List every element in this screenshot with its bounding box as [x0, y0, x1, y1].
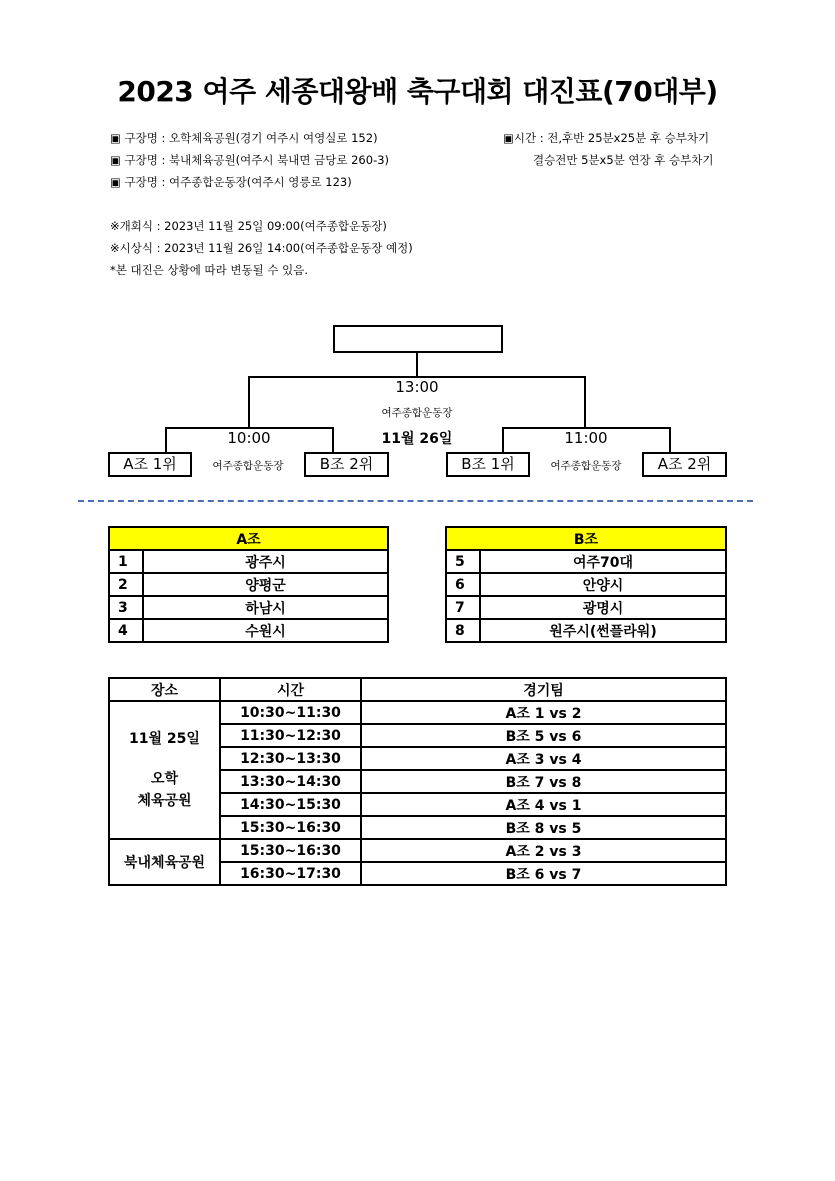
table-row: 북내체육공원 15:30~16:30 A조 2 vs 3 [109, 839, 726, 862]
schedule-table [108, 677, 727, 886]
semi-right-team1: B조 1위 [446, 452, 530, 477]
table-row: 4 수원시 [109, 619, 388, 642]
semi-left-team1: A조 1위 [108, 452, 192, 477]
final-time: 13:00 [395, 378, 439, 396]
group-b-table [445, 526, 727, 643]
table-row: 6 안양시 [446, 573, 726, 596]
table-row: 2 양평군 [109, 573, 388, 596]
bracket-line [332, 427, 334, 453]
award-ceremony: ※시상식 : 2023년 11월 26일 14:00(여주종합운동장 예정) [110, 241, 413, 255]
group-a-table [108, 526, 389, 643]
table-row: 8 원주시(썬플라워) [446, 619, 726, 642]
opening-ceremony: ※개회식 : 2023년 11월 25일 09:00(여주종합운동장) [110, 219, 387, 233]
bracket-line [165, 427, 167, 453]
header-place: 장소 [109, 678, 220, 701]
final-venue: 여주종합운동장 [381, 407, 453, 419]
semi-right-venue: 여주종합운동장 [550, 460, 622, 472]
semi-left-time: 10:00 [227, 429, 271, 447]
group-a-header: A조 [109, 527, 388, 550]
venue-info-2: ▣ 구장명 : 북내체육공원(여주시 북내면 금당로 260-3) [110, 153, 390, 167]
table-row: 11:30~12:30 B조 5 vs 6 [109, 724, 726, 747]
table-row: 16:30~17:30 B조 6 vs 7 [109, 862, 726, 885]
final-date: 11월 26일 [381, 431, 453, 447]
table-row: 3 하남시 [109, 596, 388, 619]
champion-box [333, 325, 503, 353]
page-title: 2023 여주 세종대왕배 축구대회 대진표(70대부) [117, 75, 718, 108]
bracket-line [502, 427, 504, 453]
semi-right-time: 11:00 [564, 429, 608, 447]
venue-info-3: ▣ 구장명 : 여주종합운동장(여주시 영릉로 123) [110, 175, 352, 189]
semi-right-team2: A조 2위 [642, 452, 727, 477]
notice: *본 대진은 상황에 따라 변동될 수 있음. [110, 263, 308, 277]
venue-info-1: ▣ 구장명 : 오학체육공원(경기 여주시 여영실로 152) [110, 131, 378, 145]
place-ohak: 11월 25일 오학 체육공원 [109, 701, 220, 839]
table-row: 14:30~15:30 A조 4 vs 1 [109, 793, 726, 816]
time-rule-1: ▣시간 : 전,후반 25분x25분 후 승부차기 [503, 131, 710, 145]
header-time: 시간 [220, 678, 361, 701]
table-row: 7 광명시 [446, 596, 726, 619]
semi-left-venue: 여주종합운동장 [212, 460, 284, 472]
table-row: 11월 25일 오학 체육공원 10:30~11:30 A조 1 vs 2 [109, 701, 726, 724]
bracket-line [584, 376, 586, 428]
time-rule-2: 결승전만 5분x5분 연장 후 승부차기 [533, 153, 714, 167]
bracket-line [416, 353, 418, 377]
table-row: 12:30~13:30 A조 3 vs 4 [109, 747, 726, 770]
bracket-line [248, 376, 250, 428]
section-divider [78, 500, 753, 502]
group-b-header: B조 [446, 527, 726, 550]
table-row: 13:30~14:30 B조 7 vs 8 [109, 770, 726, 793]
table-row: 1 광주시 [109, 550, 388, 573]
header-match: 경기팀 [361, 678, 726, 701]
bracket-line [669, 427, 671, 453]
table-row: 5 여주70대 [446, 550, 726, 573]
place-buknae: 북내체육공원 [109, 839, 220, 885]
semi-left-team2: B조 2위 [304, 452, 389, 477]
table-row: 15:30~16:30 B조 8 vs 5 [109, 816, 726, 839]
